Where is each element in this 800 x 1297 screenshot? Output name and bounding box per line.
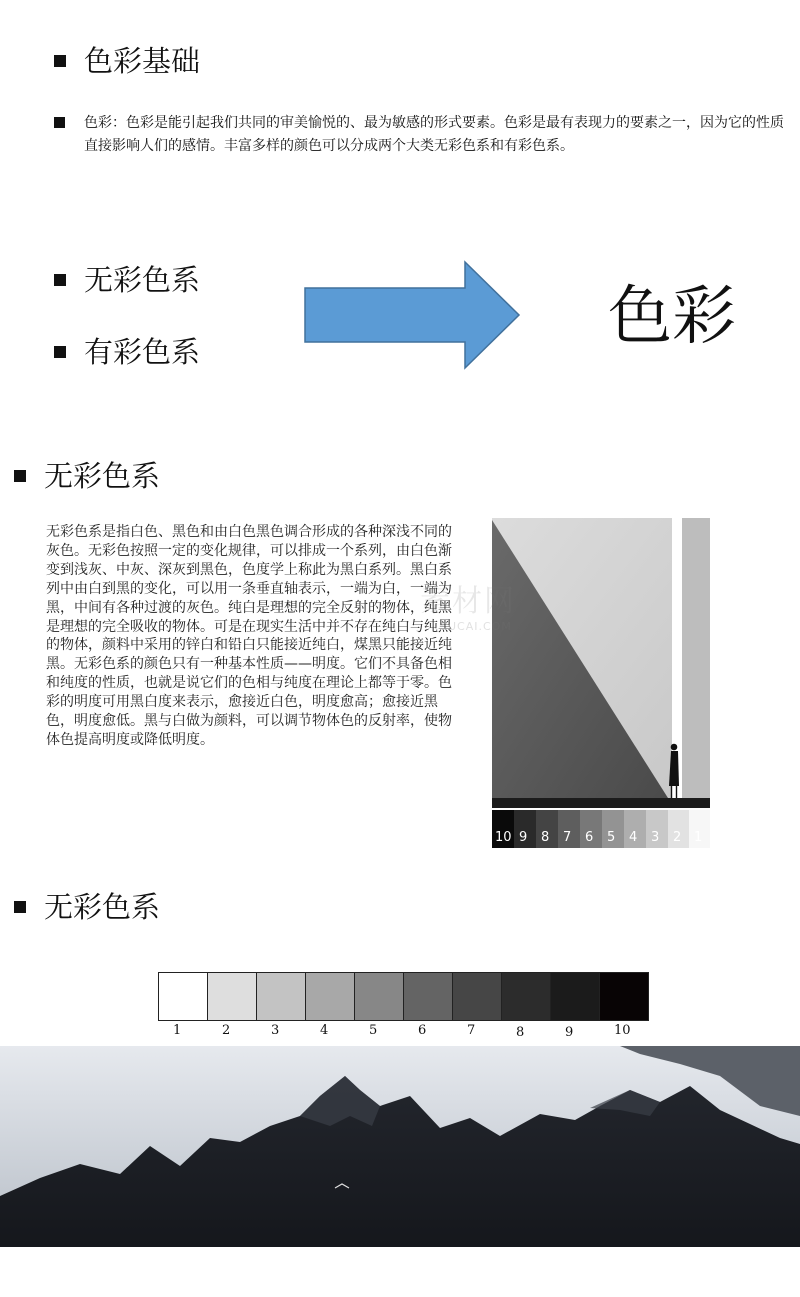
scale-label: 1 bbox=[173, 1023, 182, 1038]
bullet-icon bbox=[54, 346, 66, 358]
watermark-text-latin: SUCAI.COM bbox=[440, 620, 512, 633]
scale-label: 3 bbox=[271, 1023, 280, 1038]
lead-paragraph: 色彩：色彩是能引起我们共同的审美愉悦的、最为敏感的形式要素。色彩是最有表现力的要素之一，因为它的性质直接影响人们的感情。丰富多样的颜色可以分成两个大类无彩色系和有彩色系。 bbox=[84, 115, 784, 154]
item-chromatic: 有彩色系 bbox=[84, 335, 201, 369]
gray-strip bbox=[492, 810, 710, 848]
landscape-photo bbox=[0, 1046, 800, 1247]
strip-cell: 7 bbox=[558, 810, 580, 848]
scale-cell bbox=[600, 973, 648, 1020]
scale-cell bbox=[453, 973, 502, 1020]
lead-bullet-icon bbox=[54, 117, 65, 128]
watermark-text: 素材网 bbox=[420, 584, 516, 619]
scale-cell bbox=[159, 973, 208, 1020]
scale-label: 6 bbox=[418, 1023, 427, 1038]
gray-scale-bar bbox=[158, 972, 649, 1021]
scale-label: 10 bbox=[614, 1023, 631, 1038]
section-title-color-basics: 色彩基础 bbox=[84, 44, 201, 78]
strip-cell: 3 bbox=[646, 810, 668, 848]
scale-cell bbox=[208, 973, 257, 1020]
scale-cell bbox=[306, 973, 355, 1020]
section-title-achromatic: 无彩色系 bbox=[44, 459, 161, 493]
bullet-icon bbox=[54, 274, 66, 286]
scale-cell bbox=[551, 973, 600, 1020]
scale-label: 7 bbox=[467, 1023, 476, 1038]
scale-cell bbox=[257, 973, 306, 1020]
scale-cell bbox=[404, 973, 453, 1020]
scale-label: 5 bbox=[369, 1023, 378, 1038]
strip-cell: 8 bbox=[536, 810, 558, 848]
right-arrow-icon bbox=[300, 258, 525, 372]
strip-cell: 1 bbox=[689, 810, 710, 848]
strip-cell: 6 bbox=[580, 810, 602, 848]
color-heading: 色彩 bbox=[608, 280, 736, 354]
section-bullet-icon bbox=[14, 901, 26, 913]
scale-label: 4 bbox=[320, 1023, 329, 1038]
achromatic-photo bbox=[492, 518, 710, 848]
strip-cell: 4 bbox=[624, 810, 646, 848]
scale-label: 8 bbox=[516, 1025, 525, 1040]
section-bullet-icon bbox=[14, 470, 26, 482]
section-bullet-icon bbox=[54, 55, 66, 67]
strip-cell: 10 bbox=[492, 810, 514, 848]
strip-cell: 5 bbox=[602, 810, 624, 848]
strip-cell: 9 bbox=[514, 810, 536, 848]
strip-cell: 2 bbox=[668, 810, 689, 848]
scale-cell bbox=[355, 973, 404, 1020]
scale-cell bbox=[502, 973, 551, 1020]
scale-label: 9 bbox=[565, 1025, 574, 1040]
scale-label: 2 bbox=[222, 1023, 231, 1038]
item-achromatic: 无彩色系 bbox=[84, 263, 201, 297]
achromatic-description: 无彩色系是指白色、黑色和由白色黑色调合形成的各种深浅不同的灰色。无彩色按照一定的变化规律，可以排成一个系列，由白色渐变到浅灰、中灰、深灰到黑色，色度学上称此为黑白系列。黑白系列中由白到黑的变化，可以用一条垂直轴表示，一端为白，一端为黑，中间有各种过渡的灰色。纯白是理想的完全反射的物体，纯黑是理想的完全吸收的物体。可是在现实生活中并不存在纯白与纯黑的物体，颜料中采用的锌白和铅白只能接近纯白，煤黑只能接近纯黑。无彩色系的颜色只有一种基本性质——明度。它们不具备色相和纯度的性质，也就是说它们的色相与纯度在理论上都等于零。色彩的明度可用黑白度来表示，愈接近白色，明度愈高；愈接近黑色，明度愈低。黑与白做为颜料，可以调节物体色的反射率，使物体色提高明度或降低明度。 bbox=[46, 524, 452, 748]
section-title-achromatic-scale: 无彩色系 bbox=[44, 890, 161, 924]
photo-scene bbox=[492, 518, 710, 808]
